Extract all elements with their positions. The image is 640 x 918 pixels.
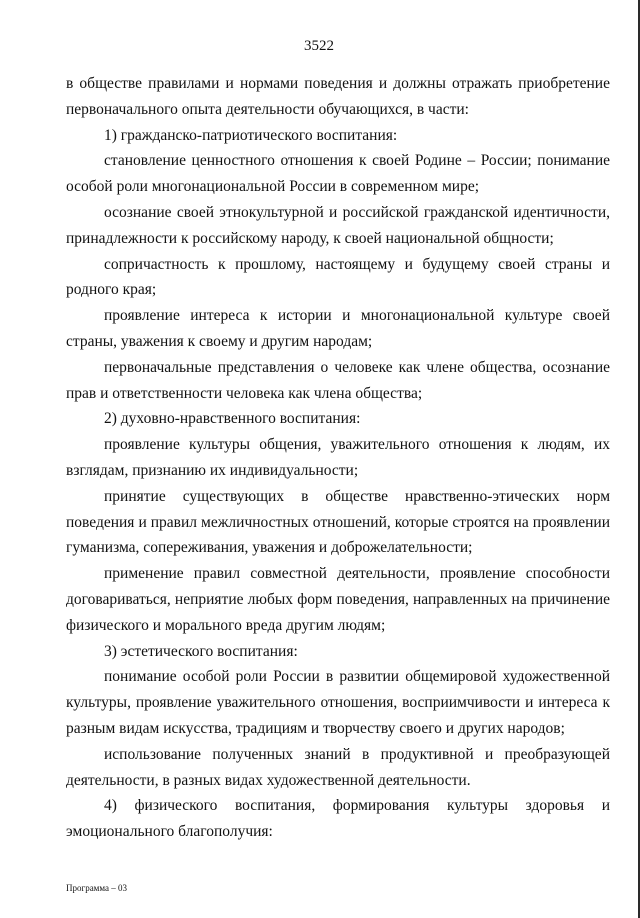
body-text (66, 71, 610, 845)
paragraph: сопричастность к прошлому, настоящему и будущему своей страны и родного края; (66, 255, 610, 299)
paragraph: понимание особой роли России в развитии общемировой художественной культуры, проявление уважительного отношения, восприимчивости и интереса к разным видам искусства, традициям и творчеству своего и других народов; (66, 668, 610, 737)
paragraph: принятие существующих в обществе нравственно-этических норм поведения и правил межличностных отношений, которые строятся на проявлении гуманизма, сопереживания, уважения и доброжелательности; (66, 487, 610, 557)
paragraph: в обществе правилами и нормами поведения и должны отражать приобретение первоначального опыта деятельности обучающихся, в части: (66, 75, 610, 118)
paragraph: 3) эстетического воспитания: (104, 642, 298, 660)
paragraph: осознание своей этнокультурной и российской гражданской идентичности, принадлежности к российскому народу, к своей национальной общности; (66, 203, 610, 247)
page-footer: Программа – 03 (66, 883, 128, 893)
paragraph: применение правил совместной деятельности, проявление способности договариваться, неприятие любых форм поведения, направленных на причинение физического и морального вреда другим людям; (66, 565, 610, 634)
paragraph: 4) физического воспитания, формирования культуры здоровья и эмоционального благополучия: (66, 797, 610, 841)
paragraph: использование полученных знаний в продуктивной и преобразующей деятельности, в разных видах художественной деятельности. (66, 745, 610, 789)
paragraph: проявление культуры общения, уважительного отношения к людям, их взглядам, признанию их индивидуальности; (66, 436, 610, 479)
paragraph: 1) гражданско-патриотического воспитания: (104, 126, 398, 144)
paragraph: первоначальные представления о человеке как члене общества, осознание прав и ответственности человека как члена общества; (66, 358, 610, 402)
page-number: 3522 (304, 38, 334, 54)
paragraph: проявление интереса к истории и многонациональной культуре своей страны, уважения к своему и другим народам; (66, 307, 610, 350)
paragraph: 2) духовно-нравственного воспитания: (104, 410, 361, 428)
paragraph: становление ценностного отношения к своей Родине – России; понимание особой роли многонациональной России в современном мире; (66, 152, 610, 196)
